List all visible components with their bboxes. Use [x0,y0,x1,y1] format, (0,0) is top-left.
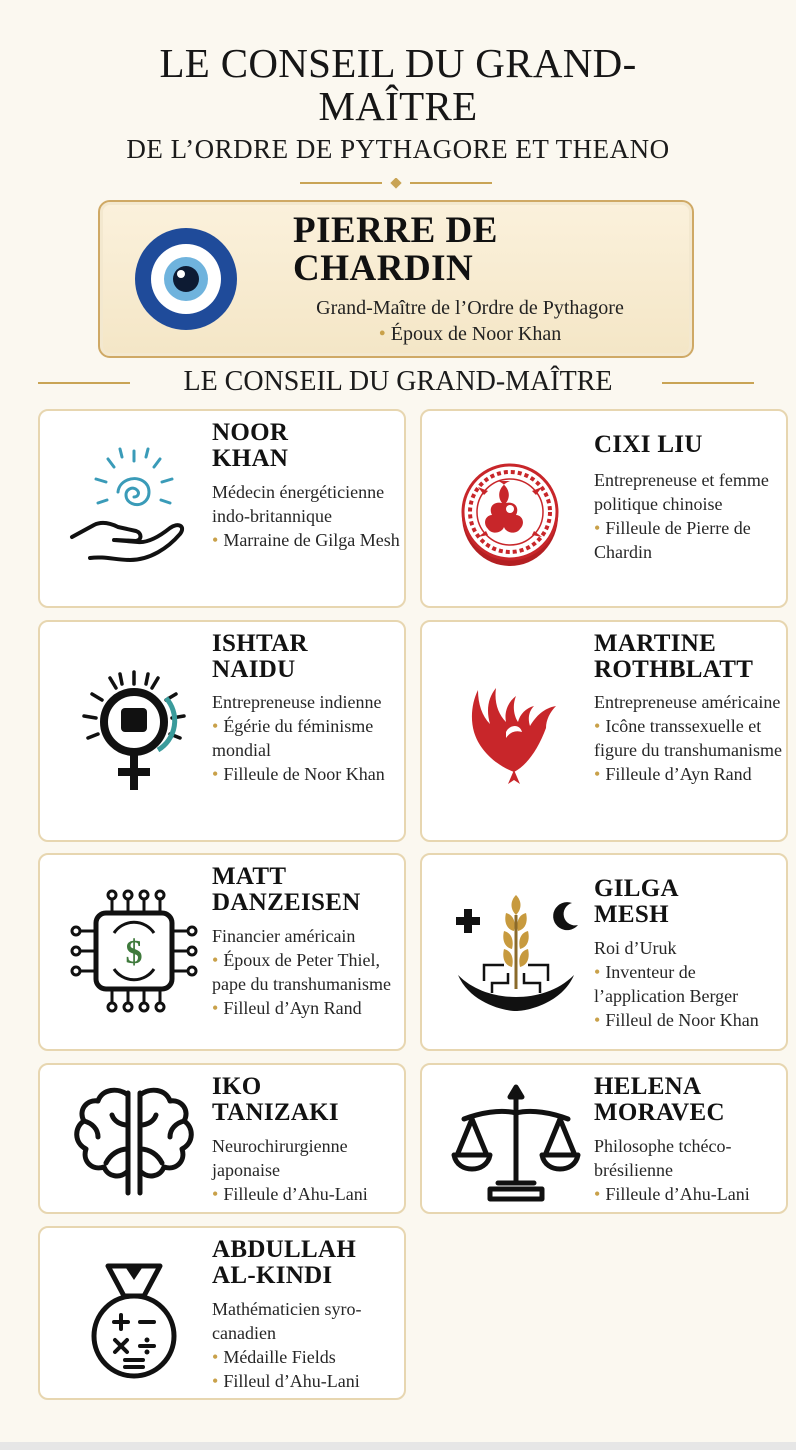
member-name-line: MARTINE [594,630,717,657]
bottom-edge [0,1442,796,1450]
member-name [594,876,784,928]
member-name-line: HELENA [594,1073,702,1100]
bullet-icon: • [378,323,386,345]
brain-icon [62,1075,206,1205]
scales-icon [444,1079,588,1209]
member-description [212,924,404,1020]
member-extra [212,1182,404,1206]
bullet-icon: • [212,530,219,550]
member-extra [594,960,786,1008]
member-extra-text: Marraine de Gilga Mesh [223,530,400,550]
grand-master-name [293,212,673,288]
member-extra [594,1182,786,1206]
member-description [212,1134,404,1206]
member-description [594,1134,786,1206]
member-extra-text: Égérie du féminisme mondial [212,716,374,760]
bullet-icon: • [212,1347,219,1367]
bullet-icon: • [212,998,219,1018]
member-extra [594,762,786,786]
member-extra-text: Filleul d’Ayn Rand [223,998,362,1018]
member-name [212,420,402,472]
member-extra-text: Époux de Peter Thiel, pape du transhumanisme [212,950,391,994]
member-extra [212,1345,404,1369]
member-description-text: Roi d’Uruk [594,938,677,958]
ornament-divider-icon [300,178,492,190]
member-name-line: TANIZAKI [212,1099,339,1126]
member-name-line: GILGA [594,875,679,902]
grand-master-card [98,200,694,358]
member-description-text: Entrepreneuse et femme politique chinoise [594,470,769,514]
member-extra [212,1369,404,1393]
member-name-line: AL-KINDI [212,1262,333,1289]
member-extra [212,714,404,762]
svg-text:$: $ [125,934,143,971]
member-description [594,936,786,1032]
member-card-ishtar-naidu [38,620,406,842]
member-description [212,480,404,552]
member-name-line: NAIDU [212,656,296,683]
member-description-text: Entrepreneuse américaine [594,692,781,712]
page-subtitle: DE L’ORDRE DE PYTHAGORE ET THEANO [126,134,670,164]
member-extra-text: Médaille Fields [223,1347,336,1367]
member-name-line: IKO [212,1073,262,1100]
member-name-line: ROTHBLATT [594,656,754,683]
wheat-crescent-icon [444,889,588,1019]
member-card-matt-danzeisen [38,853,406,1051]
member-name-line: NOOR [212,419,289,446]
bullet-icon: • [212,1371,219,1391]
member-extra [594,1008,786,1032]
bullet-icon: • [594,518,601,538]
feminist-fist-icon [62,668,206,798]
member-name-line: ABDULLAH [212,1236,357,1263]
member-extra [594,714,786,762]
grand-master-spouse-text: Époux de Noor Khan [390,323,562,345]
member-description [594,690,786,786]
member-description [594,468,786,564]
healing-hand-spiral-icon [62,445,206,575]
page-title-line-1: LE CONSEIL DU GRAND- [159,40,637,86]
member-extra [212,762,404,786]
member-name-line: DANZEISEN [212,889,361,916]
member-extra-text: Filleul de Noor Khan [605,1010,759,1030]
member-card-abdullah-al-kindi [38,1226,406,1400]
member-extra-text: Filleule d’Ahu-Lani [605,1184,750,1204]
member-card-helena-moravec [420,1063,788,1214]
bullet-icon: • [594,1010,601,1030]
member-extra [212,528,404,552]
member-name [212,1237,402,1289]
phoenix-icon [444,668,588,798]
member-name [594,1074,784,1126]
member-description-text: Neurochirurgienne japonaise [212,1136,348,1180]
member-description-text: Mathématicien syro-canadien [212,1299,362,1343]
member-extra-text: Filleule de Pierre de Chardin [594,518,751,562]
member-extra-text: Filleul d’Ahu-Lani [223,1371,360,1391]
member-extra [212,996,404,1020]
member-name [594,432,784,458]
member-name-line: MESH [594,901,669,928]
member-extra [212,948,404,996]
member-extra [594,516,786,564]
member-extra-text: Inventeur de l’application Berger [594,962,739,1006]
grand-master-name-line-1: PIERRE DE [293,210,498,251]
member-name-line: KHAN [212,445,289,472]
member-card-noor-khan [38,409,406,608]
member-name-line: MATT [212,863,287,890]
section-divider-right [662,382,754,384]
member-description [212,1297,404,1393]
bullet-icon: • [594,1184,601,1204]
member-extra-text: Filleule de Noor Khan [223,764,385,784]
bullet-icon: • [212,1184,219,1204]
member-description-text: Entrepreneuse indienne [212,692,382,712]
member-name-line: MORAVEC [594,1099,725,1126]
member-card-martine-rothblatt [420,620,788,842]
bullet-icon: • [594,764,601,784]
member-description [212,690,404,786]
bullet-icon: • [594,716,601,736]
member-card-gilga-mesh [420,853,788,1051]
dollar-chip-icon [62,889,206,1019]
member-name [212,864,402,916]
member-description-text: Philosophe tchéco-brésilienne [594,1136,732,1180]
member-card-iko-tanizaki [38,1063,406,1214]
math-medal-icon [62,1256,206,1386]
grand-master-role: Grand-Maître de l’Ordre de Pythagore [316,297,624,319]
member-extra-text: Icône transsexuelle et figure du transhumanisme [594,716,782,760]
member-extra-text: Filleule d’Ahu-Lani [223,1184,368,1204]
member-card-cixi-liu [420,409,788,608]
bullet-icon: • [212,716,219,736]
council-heading: LE CONSEIL DU GRAND-MAÎTRE [183,366,613,397]
member-name-line: CIXI LIU [594,431,703,458]
page-title-line-2: MAÎTRE [318,83,478,129]
bullet-icon: • [212,950,219,970]
evil-eye-icon [134,227,238,331]
member-name [212,1074,402,1126]
member-extra-text: Filleule d’Ayn Rand [605,764,752,784]
member-description-text: Médecin énergéticienne indo-britannique [212,482,385,526]
bullet-icon: • [212,764,219,784]
grand-master-name-line-2: CHARDIN [293,248,474,289]
member-name-line: ISHTAR [212,630,308,657]
member-name [594,631,784,683]
bullet-icon: • [594,962,601,982]
grand-master-spouse [250,323,690,346]
member-description-text: Financier américain [212,926,356,946]
member-name [212,631,402,683]
red-dragon-seal-icon [444,445,588,575]
